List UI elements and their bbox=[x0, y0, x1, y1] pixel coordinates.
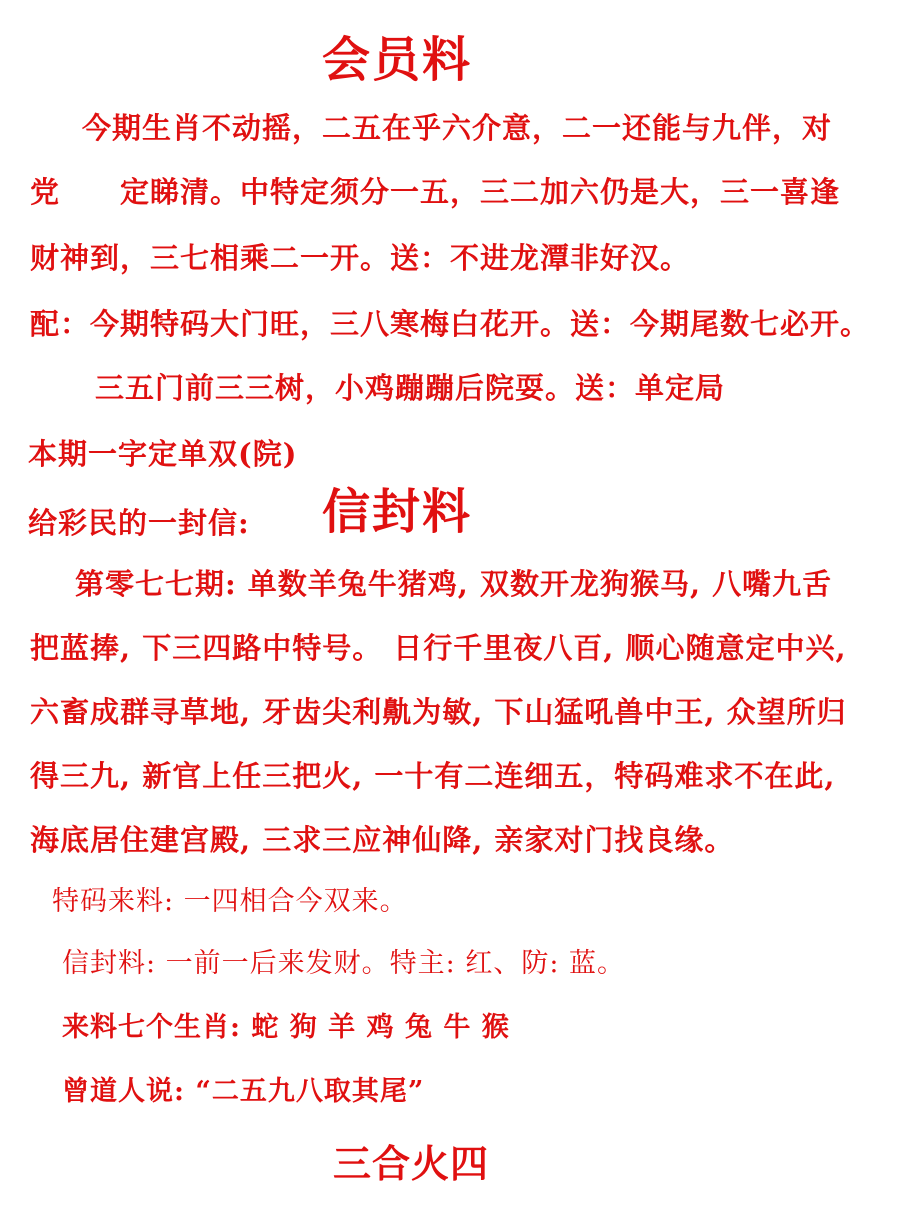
member-title: 会员料 bbox=[322, 32, 473, 88]
member-line: 本期一字定单双(院) bbox=[28, 437, 298, 471]
member-line: 配：今期特码大门旺，三八寒梅白花开。送：今期尾数七必开。 bbox=[30, 307, 871, 341]
extra-line: 来料七个生肖: 蛇 狗 羊 鸡 兔 牛 猴 bbox=[62, 1012, 510, 1043]
letter-label: 给彩民的一封信: bbox=[28, 506, 250, 540]
footer-text: 三合火四 bbox=[333, 1141, 490, 1186]
extra-line: 信封料: 一前一后来发财。特主: 红、防: 蓝。 bbox=[62, 948, 626, 979]
member-line: 今期生肖不动摇，二五在乎六介意，二一还能与九伴，对 bbox=[82, 111, 833, 145]
letter-line: 把蓝捧, 下三四路中特号。 日行千里夜八百, 顺心随意定中兴, bbox=[30, 631, 847, 665]
member-line: 三五门前三三树，小鸡蹦蹦后院耍。送：单定局 bbox=[95, 371, 726, 405]
member-line: 党 定睇清。中特定须分一五，三二加六仍是大，三一喜逢 bbox=[30, 175, 841, 209]
letter-line: 得三九, 新官上任三把火, 一十有二连细五，特码难求不在此, bbox=[30, 759, 836, 793]
extra-line: 曾道人说: “二五九八取其尾” bbox=[62, 1076, 425, 1107]
letter-line: 海底居住建宫殿, 三求三应神仙降, 亲家对门找良缘。 bbox=[30, 823, 735, 857]
letter-line: 六畜成群寻草地, 牙齿尖利鼽为敏, 下山猛吼兽中王, 众望所归 bbox=[30, 695, 847, 729]
letter-title: 信封料 bbox=[322, 484, 473, 540]
letter-line: 第零七七期: 单数羊兔牛猪鸡, 双数开龙狗猴马, 八嘴九舌 bbox=[75, 567, 833, 601]
member-line: 财神到，三七相乘二一开。送：不进龙潭非好汉。 bbox=[30, 241, 691, 275]
extra-line: 特码来料: 一四相合今双来。 bbox=[52, 886, 408, 917]
